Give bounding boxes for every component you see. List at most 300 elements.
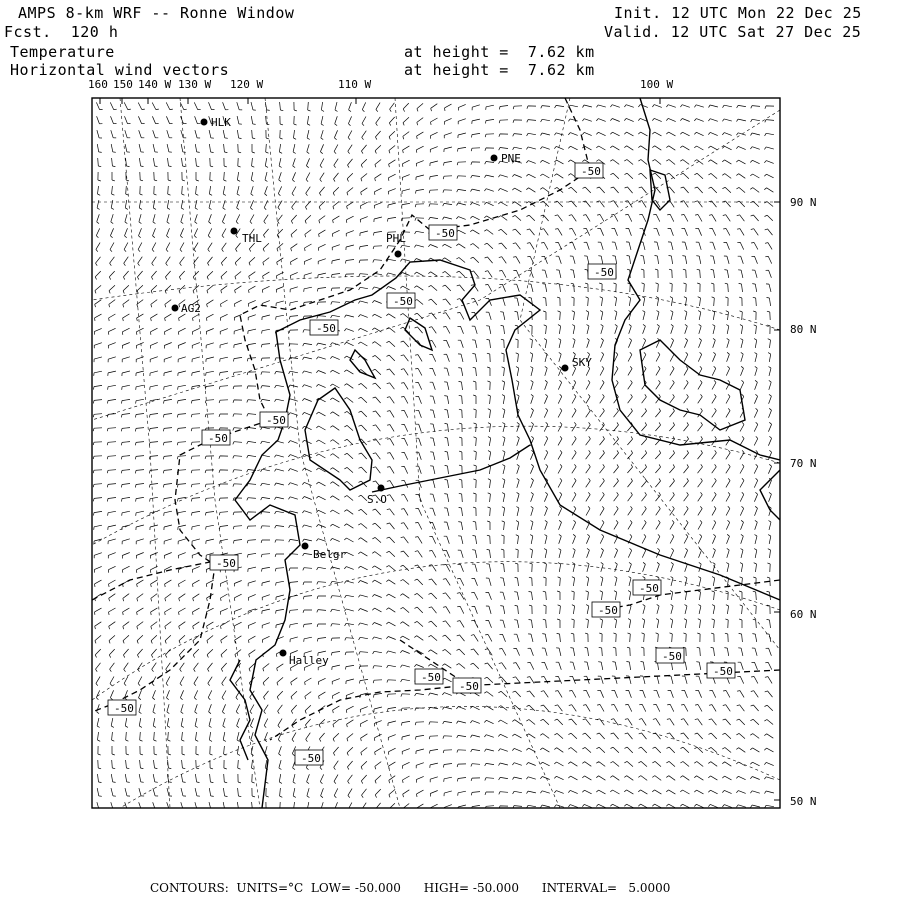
wind-vector <box>402 175 409 181</box>
wind-vector <box>111 802 116 810</box>
wind-vector <box>220 357 228 362</box>
wind-vector <box>235 650 241 658</box>
wind-vector <box>459 409 462 418</box>
wind-vector <box>249 257 255 265</box>
wind-vector <box>375 775 381 783</box>
wind-vector <box>738 256 744 264</box>
wind-vector <box>136 511 144 516</box>
berkner-island <box>305 388 372 490</box>
wind-vector <box>180 663 185 672</box>
wind-vector <box>526 734 535 738</box>
wind-vector <box>209 788 213 796</box>
wind-vector <box>361 188 368 195</box>
wind-vector <box>712 408 717 417</box>
wind-vector <box>222 243 227 252</box>
wind-vector <box>627 256 631 265</box>
wind-vector <box>248 553 257 557</box>
wind-vector <box>362 803 366 812</box>
wind-vector <box>764 174 773 178</box>
wind-vector <box>615 324 618 333</box>
wind-vector <box>330 426 339 431</box>
wind-vector <box>150 385 158 390</box>
contour-label <box>592 602 620 617</box>
wind-vector <box>358 301 368 304</box>
wind-vector <box>330 454 339 459</box>
wind-vector <box>261 358 270 361</box>
wind-vector <box>306 158 309 167</box>
wind-vector <box>586 394 590 403</box>
wind-vector <box>247 400 256 403</box>
wind-vector <box>600 492 605 501</box>
wind-vector <box>503 451 506 460</box>
lon-label-120w: 120 W <box>230 78 264 91</box>
wind-vector <box>137 271 142 280</box>
wind-vector <box>540 791 549 793</box>
wind-vector <box>457 203 466 206</box>
wind-vector <box>684 366 688 375</box>
wind-vector <box>457 189 466 192</box>
wind-vector <box>626 242 631 250</box>
wind-vector <box>194 243 198 252</box>
wind-vector <box>151 622 157 630</box>
wind-vector <box>487 521 490 530</box>
wind-vector <box>614 492 619 501</box>
wind-vector <box>583 733 591 739</box>
wind-vector <box>572 478 576 487</box>
wind-vector <box>304 287 312 292</box>
wind-vector <box>472 564 477 572</box>
wind-vector <box>261 526 270 529</box>
wind-vector <box>178 357 186 362</box>
wind-vector <box>294 802 297 811</box>
wind-vector <box>140 760 144 769</box>
wind-vector <box>680 804 689 808</box>
wind-vector <box>670 548 673 557</box>
wind-vector <box>222 229 226 238</box>
wind-vector <box>374 707 382 712</box>
wind-vector <box>401 438 407 445</box>
wind-vector <box>615 577 618 586</box>
wind-vector <box>727 534 730 543</box>
wind-vector <box>98 746 101 755</box>
wind-vector <box>209 130 214 138</box>
wind-vector <box>373 383 381 389</box>
wind-vector <box>372 552 381 557</box>
wind-vector <box>415 722 424 725</box>
wind-vector <box>247 526 256 529</box>
wind-vector <box>531 422 534 431</box>
wind-vector <box>122 539 130 544</box>
wind-vector <box>695 228 701 235</box>
wind-vector <box>182 746 185 755</box>
wind-vector <box>670 633 673 642</box>
wind-vector <box>656 619 659 628</box>
wind-vector <box>568 187 577 192</box>
wind-vector <box>554 174 563 178</box>
wind-vector <box>316 539 325 542</box>
wind-vector <box>600 619 603 628</box>
wind-vector <box>125 200 128 209</box>
wind-vector <box>573 338 575 347</box>
wind-vector <box>401 410 408 417</box>
wind-vector <box>344 567 353 570</box>
wind-vector <box>751 215 759 221</box>
wind-vector <box>696 676 701 684</box>
wind-vector <box>698 492 703 501</box>
wind-vector <box>358 566 367 570</box>
wind-vector <box>233 414 242 417</box>
wind-vector <box>208 677 212 686</box>
peninsula-island <box>650 170 670 210</box>
wind-vector <box>222 214 225 223</box>
wind-vector <box>194 690 197 699</box>
wind-vector <box>751 133 760 136</box>
wind-vector <box>123 622 129 630</box>
wind-vector <box>767 563 770 572</box>
wind-vector <box>319 230 326 237</box>
wind-vector <box>165 285 171 293</box>
wind-vector <box>583 105 592 108</box>
wind-vector <box>346 665 355 669</box>
wind-vector <box>559 549 562 558</box>
wind-vector <box>638 146 647 150</box>
wind-vector <box>151 271 156 280</box>
wind-vector <box>696 256 701 264</box>
wind-vector <box>600 311 603 320</box>
wind-vector <box>515 577 519 586</box>
wind-vector <box>386 551 395 556</box>
wind-vector <box>627 647 630 656</box>
wind-vector <box>93 498 102 502</box>
wind-vector <box>330 356 339 359</box>
wind-vector <box>196 732 199 741</box>
wind-vector <box>372 566 381 570</box>
wind-vector <box>414 665 423 668</box>
wind-vector <box>725 619 728 628</box>
wind-vector <box>416 175 424 180</box>
wind-vector <box>501 325 505 334</box>
wind-vector <box>668 228 674 235</box>
wind-vector <box>288 497 297 500</box>
wind-vector <box>470 216 479 220</box>
wind-vector <box>150 414 159 418</box>
wind-vector <box>344 538 353 542</box>
wind-vector <box>195 144 199 152</box>
wind-vector <box>531 506 533 515</box>
wind-vector <box>656 633 659 642</box>
wind-vector <box>123 594 129 602</box>
wind-vector <box>291 691 297 699</box>
wind-vector <box>152 116 158 123</box>
wind-vector <box>485 792 494 795</box>
wind-vector <box>126 732 129 741</box>
wind-vector <box>247 540 256 544</box>
wind-vector <box>361 748 367 756</box>
wind-vector <box>192 343 200 349</box>
wind-vector <box>528 284 533 292</box>
wind-vector <box>458 564 464 571</box>
wind-vector <box>209 802 214 810</box>
wind-vector <box>459 493 463 502</box>
wind-vector <box>601 324 604 333</box>
wind-vector <box>98 158 102 167</box>
wind-vector <box>764 147 773 150</box>
wind-vector <box>583 719 591 725</box>
wind-vector <box>530 464 533 473</box>
wind-vector <box>724 270 728 278</box>
wind-vector <box>444 133 452 139</box>
wind-vector <box>573 548 575 557</box>
wind-vector <box>541 119 550 122</box>
wind-vector <box>684 520 688 529</box>
wind-vector <box>196 172 199 181</box>
wind-vector <box>386 341 395 346</box>
wind-vector <box>125 116 131 123</box>
wind-vector <box>251 186 253 195</box>
wind-vector <box>95 622 102 629</box>
wind-vector <box>261 386 270 389</box>
wind-vector <box>750 791 759 793</box>
wind-vector <box>670 492 675 501</box>
wind-vector <box>457 621 464 628</box>
wind-vector <box>292 172 295 181</box>
wind-vector <box>610 119 619 122</box>
wind-vector <box>586 577 589 586</box>
wind-vector <box>207 649 213 657</box>
wind-vector <box>195 718 198 727</box>
wind-vector <box>556 256 562 264</box>
wind-vector <box>642 506 647 515</box>
wind-vector <box>416 161 423 167</box>
wind-vector <box>656 352 660 361</box>
wind-vector <box>153 200 156 209</box>
wind-vector <box>457 778 466 782</box>
wind-vector <box>666 761 675 766</box>
wind-vector <box>110 257 115 266</box>
wind-vector <box>320 159 324 168</box>
wind-vector <box>499 271 506 278</box>
wind-vector <box>429 217 438 220</box>
wind-vector <box>177 414 186 418</box>
wind-vector <box>138 257 143 266</box>
wind-vector <box>318 259 326 265</box>
wind-vector <box>386 594 395 598</box>
wind-vector <box>542 256 548 263</box>
svg-text:-50: -50 <box>639 582 659 595</box>
wind-vector <box>656 380 661 389</box>
wind-vector <box>656 534 660 543</box>
wind-vector <box>684 548 687 557</box>
wind-vector <box>698 380 702 389</box>
wind-vector <box>712 366 716 375</box>
wind-vector <box>223 186 226 195</box>
wind-vector <box>766 284 771 292</box>
wind-vector <box>474 451 477 460</box>
wind-vector <box>753 311 756 320</box>
wind-vector <box>527 133 536 136</box>
wind-vector <box>601 338 604 347</box>
wind-vector <box>139 130 145 138</box>
wind-vector <box>252 130 256 139</box>
wind-vector <box>486 564 491 572</box>
wind-vector <box>587 338 590 347</box>
wind-vector <box>541 215 549 221</box>
wind-vector <box>643 604 645 613</box>
wind-vector <box>224 144 228 153</box>
wind-vector <box>750 188 759 193</box>
wind-vector <box>164 328 171 335</box>
wind-vector <box>205 484 214 487</box>
wind-vector <box>597 215 604 222</box>
wind-vector <box>429 593 437 599</box>
wind-vector <box>755 535 758 544</box>
wind-vector <box>302 511 311 514</box>
wind-vector <box>358 538 367 543</box>
wind-vector <box>249 650 256 658</box>
wind-vector <box>388 217 397 221</box>
wind-vector <box>738 270 743 278</box>
wind-vector <box>638 761 647 766</box>
wind-vector <box>736 733 745 738</box>
wind-vector <box>736 174 745 179</box>
wind-vector <box>487 353 490 362</box>
wind-vector <box>430 382 436 390</box>
wind-vector <box>372 595 381 598</box>
wind-vector <box>167 690 170 699</box>
wind-vector <box>528 648 534 656</box>
wind-vector <box>614 548 617 557</box>
wind-vector <box>303 357 312 360</box>
wind-vector <box>443 721 452 724</box>
wind-vector <box>308 102 311 111</box>
wind-vector <box>303 624 312 628</box>
wind-vector <box>764 762 773 765</box>
wind-vector <box>152 243 156 252</box>
wind-vector <box>752 662 758 669</box>
wind-vector <box>302 482 311 485</box>
wind-vector <box>684 408 689 417</box>
wind-vector <box>473 395 476 404</box>
wind-vector <box>153 130 159 138</box>
wind-vector <box>584 242 590 250</box>
wind-vector <box>625 187 633 193</box>
wind-vector <box>93 456 102 459</box>
wind-vector <box>263 677 269 685</box>
wind-vector <box>612 690 618 697</box>
wind-vector <box>265 186 268 195</box>
wind-vector <box>277 258 284 265</box>
wind-vector <box>347 734 353 742</box>
wind-vector <box>291 678 298 686</box>
wind-vector <box>112 186 115 195</box>
wind-vector <box>236 677 241 686</box>
wind-vector <box>192 566 199 572</box>
svg-text:-50: -50 <box>435 227 455 240</box>
wind-vector <box>374 203 381 209</box>
wind-vector <box>485 148 494 151</box>
wind-vector <box>681 719 688 726</box>
wind-vector <box>178 399 187 403</box>
wind-vector <box>682 676 687 684</box>
wind-vector <box>210 746 213 755</box>
wind-vector <box>709 187 717 193</box>
wind-vector <box>499 120 508 123</box>
wind-vector <box>302 497 311 500</box>
wind-vector <box>571 591 574 600</box>
wind-vector <box>121 414 130 418</box>
wind-vector <box>458 326 464 333</box>
wind-vector <box>430 424 435 432</box>
wind-vector <box>572 325 575 334</box>
wind-vector <box>514 298 519 306</box>
wind-vector <box>684 380 688 389</box>
wind-vector <box>373 651 382 654</box>
wind-vector <box>430 777 438 782</box>
wind-vector <box>346 706 353 713</box>
wind-vector <box>499 792 508 795</box>
wind-vector <box>236 243 241 252</box>
wind-vector <box>527 705 535 711</box>
wind-vector <box>642 394 647 403</box>
svg-text:-50: -50 <box>421 671 441 684</box>
wind-vector <box>765 106 774 109</box>
wind-vector <box>736 776 745 779</box>
wind-vector <box>614 408 619 417</box>
wind-vector <box>626 228 632 235</box>
wind-vector <box>723 705 731 712</box>
wind-vector <box>387 397 394 404</box>
wind-vector <box>628 492 633 501</box>
wind-vector <box>543 297 547 306</box>
wind-vector <box>416 410 422 417</box>
wind-vector <box>307 130 310 139</box>
wind-vector <box>740 325 743 334</box>
wind-vector <box>541 133 550 136</box>
wind-vector <box>233 386 242 389</box>
wind-vector <box>583 705 590 712</box>
wind-vector <box>526 777 535 779</box>
svg-text:-50: -50 <box>266 414 286 427</box>
wind-vector <box>572 492 576 501</box>
wind-vector <box>712 297 715 306</box>
wind-vector <box>280 802 283 811</box>
wind-vector <box>305 678 312 685</box>
wind-vector <box>570 662 575 670</box>
wind-vector <box>373 666 382 669</box>
wind-vector <box>444 494 448 502</box>
wind-vector <box>250 705 254 714</box>
wind-vector <box>209 102 215 109</box>
wind-vector <box>387 481 394 488</box>
wind-vector <box>444 508 449 516</box>
wind-vector <box>708 790 717 794</box>
wind-vector <box>444 161 452 165</box>
wind-vector <box>223 200 226 209</box>
wind-vector <box>668 690 674 697</box>
wind-vector <box>558 394 562 403</box>
wind-vector <box>712 311 715 320</box>
wind-vector <box>248 581 256 586</box>
wind-vector <box>740 506 743 515</box>
wind-vector <box>555 215 563 221</box>
wind-vector <box>372 637 381 639</box>
wind-vector <box>582 804 591 807</box>
wind-vector <box>250 215 254 224</box>
wind-vector <box>713 548 716 557</box>
wind-vector <box>555 719 563 725</box>
wind-vector <box>555 691 562 698</box>
wind-vector <box>683 269 686 278</box>
